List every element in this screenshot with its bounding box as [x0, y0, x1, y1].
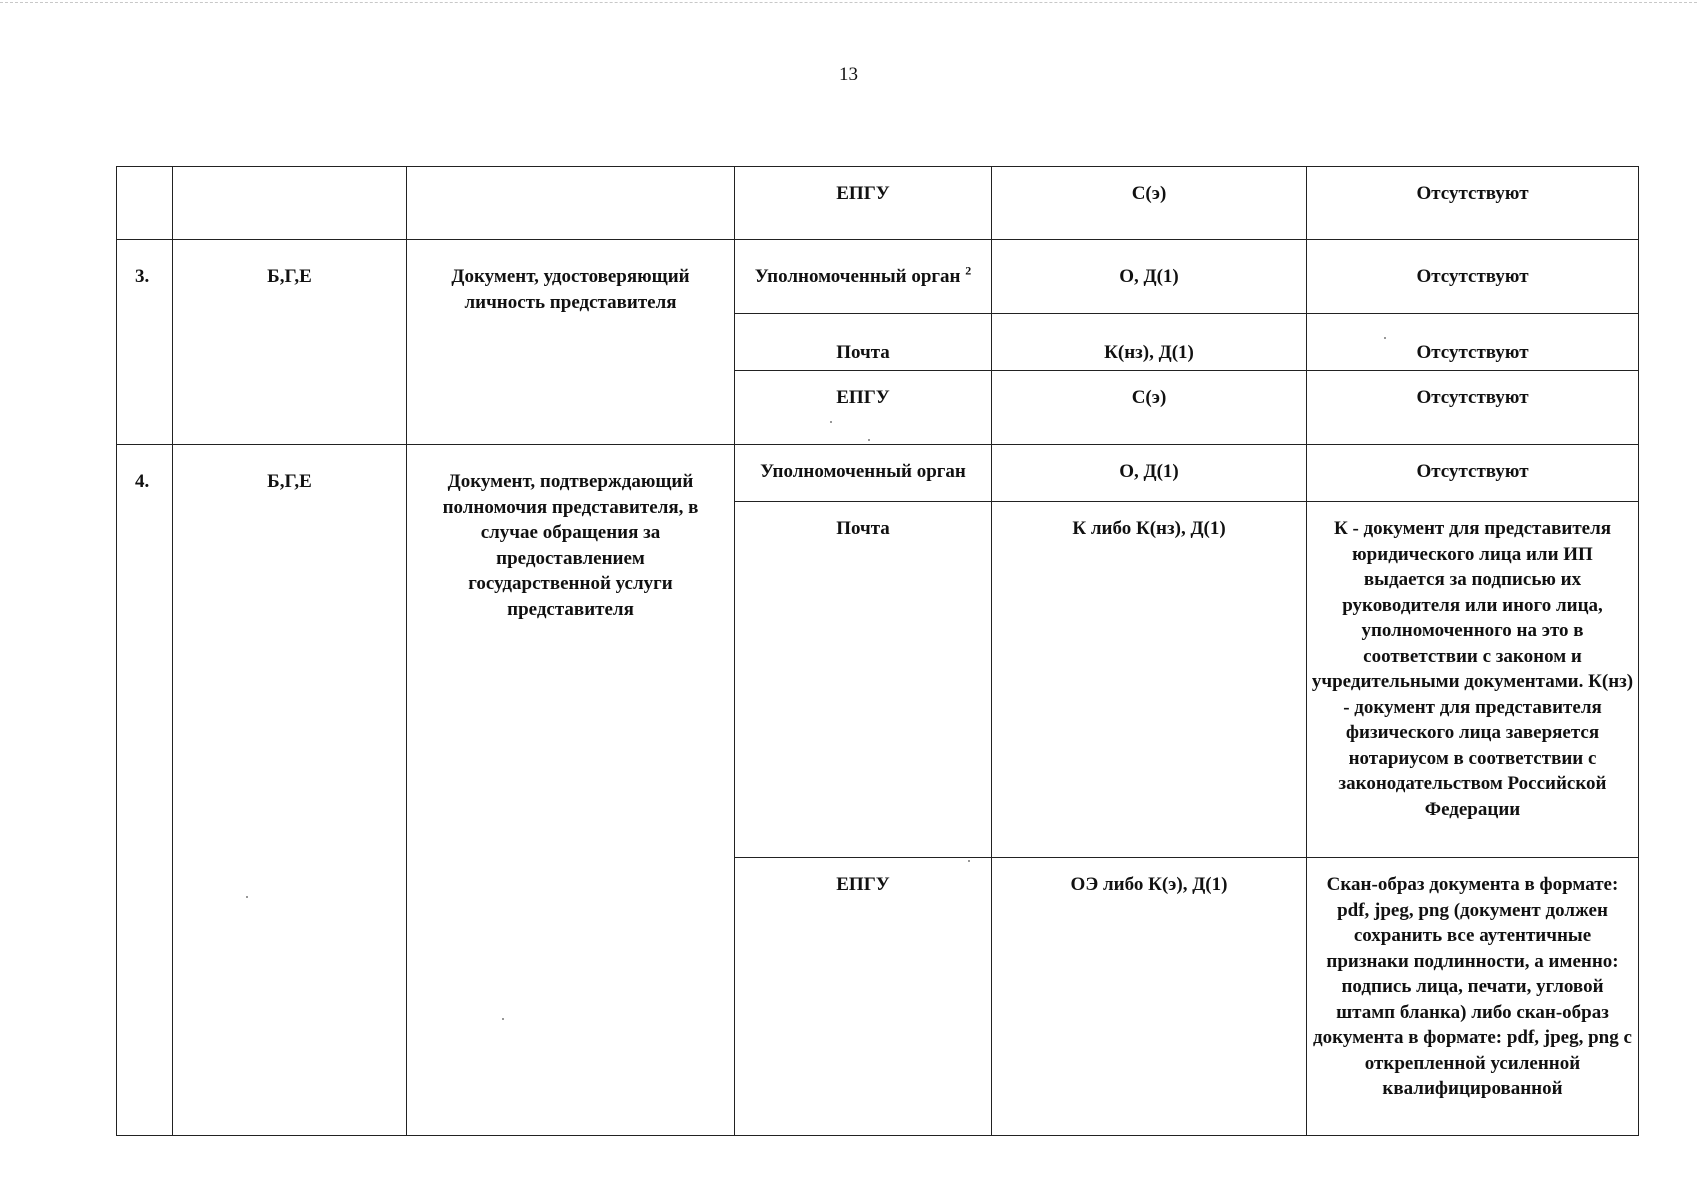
form-cell: К(нз), Д(1) — [992, 314, 1307, 371]
scan-speck — [502, 1018, 504, 1020]
scan-speck — [868, 439, 870, 441]
page-number: 13 — [839, 64, 858, 85]
footnote-marker: 2 — [965, 263, 972, 278]
documents-table — [116, 166, 1639, 1136]
requirements-cell: Отсутствуют — [1307, 371, 1639, 445]
form-cell: С(э) — [992, 167, 1307, 240]
form-cell: О, Д(1) — [992, 445, 1307, 502]
categories-cell — [173, 167, 407, 240]
number-cell — [117, 167, 173, 240]
form-cell: С(э) — [992, 371, 1307, 445]
form-cell: О, Д(1) — [992, 240, 1307, 314]
table-row — [117, 240, 1639, 314]
scan-speck — [1384, 337, 1386, 339]
form-cell: К либо К(нз), Д(1) — [992, 502, 1307, 858]
item-document: Документ, удостоверяющий личность представителя — [407, 240, 735, 445]
table-row — [117, 167, 1639, 240]
requirements-cell: Отсутствуют — [1307, 314, 1639, 371]
item-categories: Б,Г,Е — [173, 240, 407, 445]
item-number: 4. — [117, 445, 173, 1136]
channel-cell — [735, 240, 992, 314]
channel-label: Уполномоченный орган — [754, 266, 961, 287]
requirements-cell: Отсутствуют — [1307, 240, 1639, 314]
form-cell: ОЭ либо К(э), Д(1) — [992, 858, 1307, 1136]
channel-cell: Уполномоченный орган — [735, 445, 992, 502]
item-categories: Б,Г,Е — [173, 445, 407, 1136]
requirements-cell: К - документ для представителя юридического лица или ИП выдается за подписью их руководителя или иного лица, уполномоченного на это в соответствии с законом и учредительными документами. К(нз) - документ для представителя физического лица заверяется нотариусом в соответствии с законодательством Российской Федерации — [1307, 502, 1639, 858]
channel-cell: Почта — [735, 502, 992, 858]
channel-cell: ЕПГУ — [735, 858, 992, 1136]
table-row — [117, 445, 1639, 502]
document-cell — [407, 167, 735, 240]
requirements-cell: Скан-образ документа в формате: pdf, jpeg, png (документ должен сохранить все аутентичные признаки подлинности, а именно: подпись лица, печати, угловой штамп бланка) либо скан-образ документа в формате: pdf, jpeg, png с открепленной усиленной квалифицированной — [1307, 858, 1639, 1136]
scan-artifact-line — [0, 2, 1697, 4]
item-number: 3. — [117, 240, 173, 445]
item-document: Документ, подтверждающий полномочия представителя, в случае обращения за предоставлением государственной услуги представителя — [407, 445, 735, 1136]
requirements-cell: Отсутствуют — [1307, 167, 1639, 240]
channel-cell: ЕПГУ — [735, 167, 992, 240]
scan-speck — [830, 421, 832, 423]
scan-speck — [246, 896, 248, 898]
requirements-cell: Отсутствуют — [1307, 445, 1639, 502]
channel-cell: Почта — [735, 314, 992, 371]
channel-cell: ЕПГУ — [735, 371, 992, 445]
scan-speck — [968, 860, 970, 862]
